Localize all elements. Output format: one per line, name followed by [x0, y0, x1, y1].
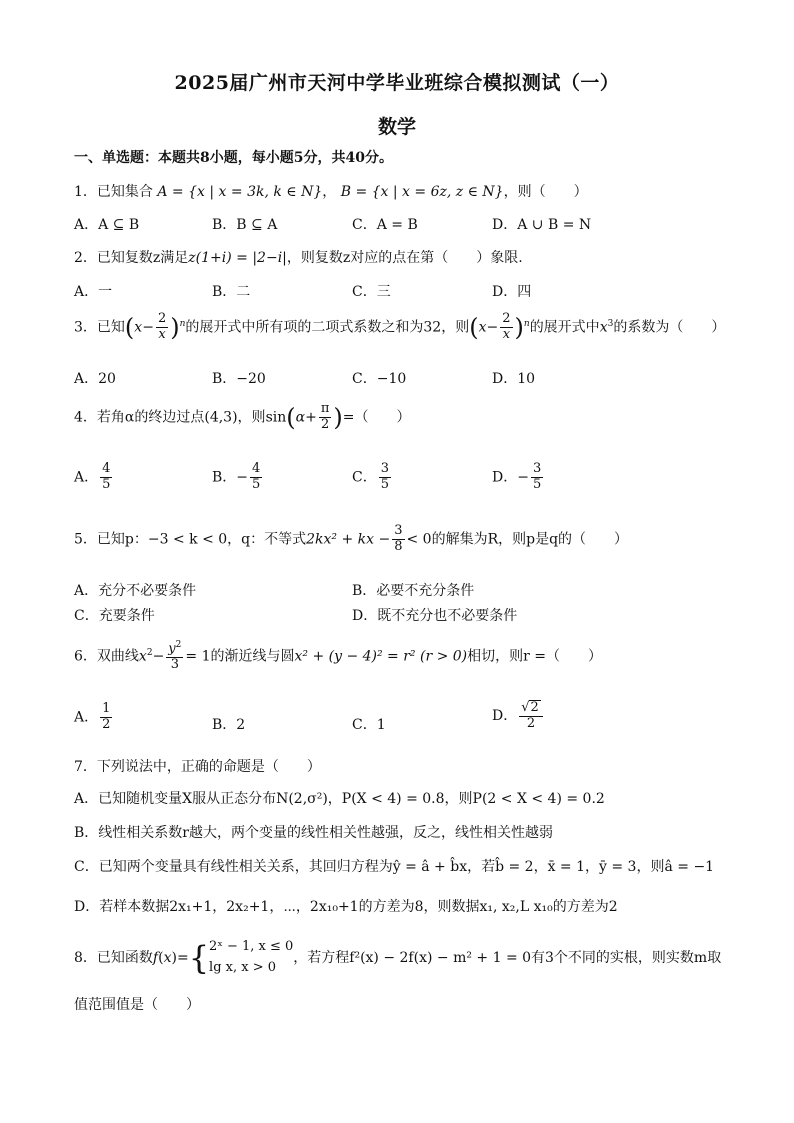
q3-mid: 的展开式中所有项的二项式系数之和为32，则 [185, 319, 470, 336]
q4-option-b[interactable]: B．− $\frac{4}{5}$ [212, 461, 261, 492]
q5-option-c[interactable]: C．充要条件 [74, 608, 155, 624]
q5-inequality: 2kx² + kx − [306, 531, 391, 548]
subject-title: 数学 [377, 116, 416, 138]
q7-option-d[interactable]: D．若样本数据2x₁+1，2x₂+1，⋯，2x₁₀+1的方差为8，则数据x₁, x₂,L x₁₀的方差为2 [74, 899, 618, 915]
q7-option-c[interactable]: C．已知两个变量具有线性相关关系，其回归方程为ŷ = â + b̂x，若b̂ = 2，x̄ = 1，ȳ = 3，则â = −1 [74, 859, 715, 875]
q6-option-d[interactable]: D． $\frac{√2}{2}$ [492, 700, 545, 732]
q1-option-b[interactable]: B．B ⊆ A [212, 217, 278, 233]
q6-option-a[interactable]: A． $\frac{1}{2}$ [74, 701, 111, 732]
q8-case-2: lg x, x > 0 [209, 959, 277, 975]
q6-option-b[interactable]: B．2 [212, 717, 246, 733]
q2-option-c[interactable]: C．三 [352, 284, 391, 300]
q4-suffix: =（ ） [342, 409, 411, 426]
q1-option-a[interactable]: A．A ⊆ B [74, 217, 140, 233]
q2-option-a[interactable]: A．一 [74, 284, 113, 300]
q2-formula: z(1+i) = |2−i| [188, 250, 287, 266]
q3-suffix: 的展开式中 [529, 319, 600, 336]
q2-option-b[interactable]: B．二 [212, 284, 251, 300]
q6-suffix: 相切，则r =（ ） [467, 648, 603, 665]
q8-case-1: 2ˣ − 1, x ≤ 0 [209, 939, 294, 954]
q5-option-b[interactable]: B．必要不充分条件 [352, 583, 475, 599]
section-heading: 一、单选题：本题共8小题，每小题5分，共40分。 [74, 150, 393, 166]
q4-prefix: 4．若角α的终边过点(4,3)，则 [74, 409, 266, 426]
q3-option-c[interactable]: C．−10 [352, 371, 407, 387]
q8-line-2: 值范围值是（ ） [74, 997, 200, 1013]
q3-option-d[interactable]: D．10 [492, 371, 536, 387]
q8-suffix: ，若方程f²(x) − 2f(x) − m² + 1 = 0有3个不同的实根，则实数m取 [293, 949, 722, 966]
question-5: 5．已知p：−3 < k < 0，q：不等式2kx² + kx − $\frac{3}{8}$ < 0的解集为R，则p是q的（ ） [74, 523, 629, 554]
q5-prefix: 5．已知p：−3 < k < 0，q：不等式 [74, 531, 307, 548]
question-8: 8．已知函数f(x)={ 2ˣ − 1, x ≤ 0 lg x, x > 0 ，若方程f²(x) − 2f(x) − m² + 1 = 0有3个不同的实根，则实数m取 [74, 938, 722, 977]
q2-option-d[interactable]: D．四 [492, 284, 532, 300]
q3-tail: 的系数为（ ） [613, 319, 726, 336]
q1-suffix: ，则（ ） [503, 184, 588, 200]
q2-prefix: 2．已知复数z满足 [74, 250, 189, 266]
q1-prefix: 1．已知集合 [74, 184, 153, 200]
q3-option-b[interactable]: B．−20 [212, 371, 266, 387]
question-6: 6．双曲线$x^2-$ $\frac{y^2}{3}$ = 1的渐近线与圆x² + (y − 4)² = r² (r > 0)相切，则r =（ ） [74, 640, 603, 673]
q6-prefix: 6．双曲线 [74, 648, 139, 665]
q6-circle: x² + (y − 4)² = r² (r > 0) [294, 648, 468, 665]
q3-prefix: 3．已知 [74, 319, 125, 336]
q1-option-d[interactable]: D．A ∪ B = N [492, 217, 592, 233]
question-7: 7．下列说法中，正确的命题是（ ） [74, 759, 321, 775]
q8-prefix: 8．已知函数 [74, 949, 153, 966]
q6-option-c[interactable]: C．1 [352, 717, 386, 733]
q1-set-b: B = {x | x = 6z, z ∈ N} [340, 184, 504, 200]
q7-option-b[interactable]: B．线性相关系数r越大，两个变量的线性相关性越强，反之，线性相关性越弱 [74, 825, 553, 841]
q7-option-a[interactable]: A．已知随机变量X服从正态分布N(2,σ²)，P(X < 4) = 0.8，则P(2 < X < 4) = 0.2 [74, 791, 605, 807]
q1-option-c[interactable]: C．A = B [352, 217, 418, 233]
q5-option-d[interactable]: D．既不充分也不必要条件 [352, 608, 518, 624]
q1-set-a: A = {x | x = 3k, k ∈ N} [157, 184, 323, 200]
question-1: 1．已知集合 A = {x | x = 3k, k ∈ N}， B = {x | x = 6z, z ∈ N}，则（ ） [74, 184, 588, 200]
q5-option-a[interactable]: A．充分不必要条件 [74, 583, 197, 599]
q2-suffix: ，则复数z对应的点在第（ ）象限. [286, 250, 523, 266]
q4-option-c[interactable]: C． $\frac{3}{5}$ [352, 461, 389, 492]
q3-option-a[interactable]: A．20 [74, 371, 116, 387]
q6-mid: = 1的渐近线与圆 [185, 648, 295, 665]
exam-title: 2025届广州市天河中学毕业班综合模拟测试（一） [174, 72, 620, 94]
q4-option-d[interactable]: D．− $\frac{3}{5}$ [492, 461, 542, 492]
question-2 [74, 247, 523, 267]
question-4: 4．若角α的终边过点(4,3)，则sin(α+ $\frac{\pi}{2}$ )=（ ） [74, 401, 411, 432]
q4-option-a[interactable]: A． $\frac{4}{5}$ [74, 461, 111, 492]
question-3: 3．已知(x− $\frac{2}{x}$ )$^n$的展开式中所有项的二项式系数之和为32，则(x− $\frac{2}{x}$ )$^n$的展开式中$x^3$的系数为（ ） [74, 311, 726, 342]
q5-suffix: < 0的解集为R，则p是q的（ ） [406, 531, 629, 548]
